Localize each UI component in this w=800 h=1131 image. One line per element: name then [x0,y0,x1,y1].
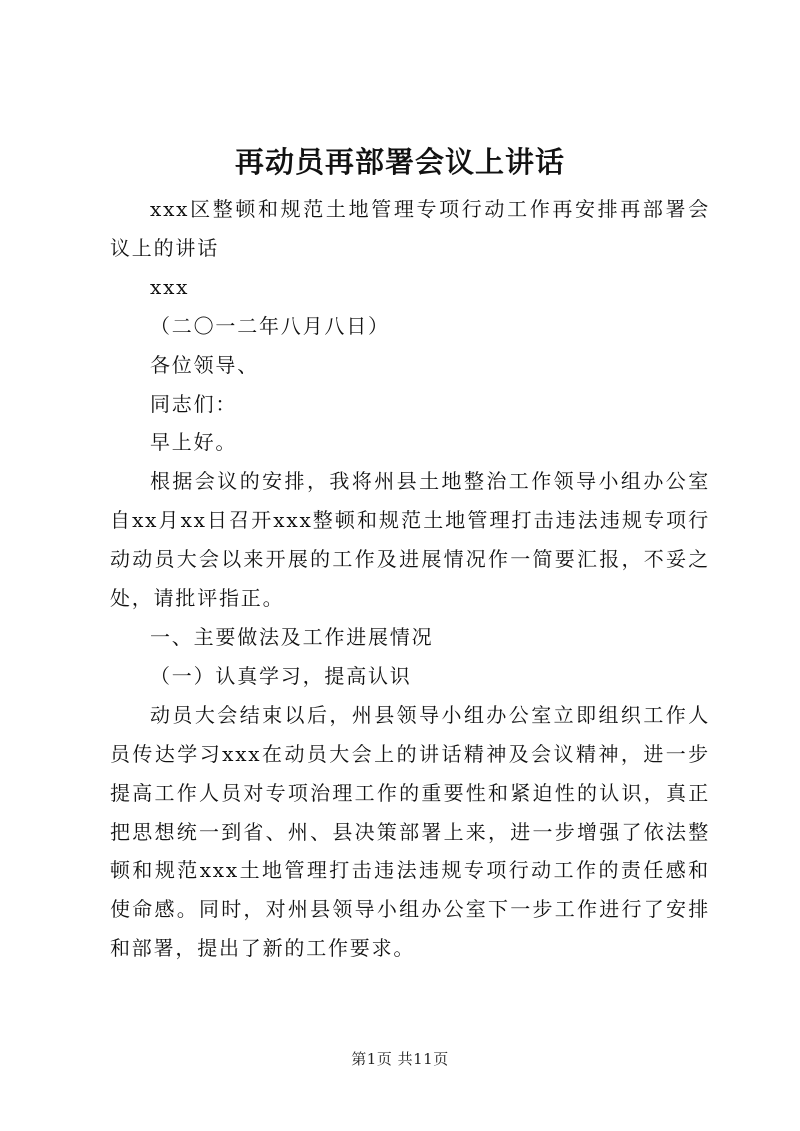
page-footer: 第1页 共11页 [351,1050,449,1068]
subsection-heading-1: （一）认真学习，提高认识 [150,663,412,688]
document-title: 再动员再部署会议上讲话 [234,145,565,179]
paragraph-greeting-comrades: 同志们： [150,391,238,416]
paragraph-speaker: xxx [150,274,190,299]
paragraph-body-1: 动员大会结束以后，州县领导小组办公室立即组织工作人员传达学习xxx在动员大会上的讲话精神及会议精神，进一步提高工作人员对专项治理工作的重要性和紧迫性的认识，真正把思想统一到省、州、县决策部署上来，进一步增强了依法整顿和规范xxx土地管理打击违法违规专项行动工作的责任感和使命感。同时，对州县领导小组办公室下一步工作进行了安排和部署，提出了新的工作要求。 [110,702,710,961]
document-body [110,190,710,968]
section-heading-1: 一、主要做法及工作进展情况 [150,624,434,649]
paragraph-good-morning: 早上好。 [150,430,238,455]
paragraph-greeting-leaders: 各位领导、 [150,352,259,377]
paragraph-date: （二〇一二年八月八日） [150,313,390,338]
paragraph-subtitle: xxx区整顿和规范土地管理专项行动工作再安排再部署会议上的讲话 [110,197,710,260]
paragraph-intro: 根据会议的安排，我将州县土地整治工作领导小组办公室自xx月xx日召开xxx整顿和规范土地管理打击违法违规专项行动动员大会以来开展的工作及进展情况作一简要汇报，不妥之处，请批评指正。 [110,469,710,611]
